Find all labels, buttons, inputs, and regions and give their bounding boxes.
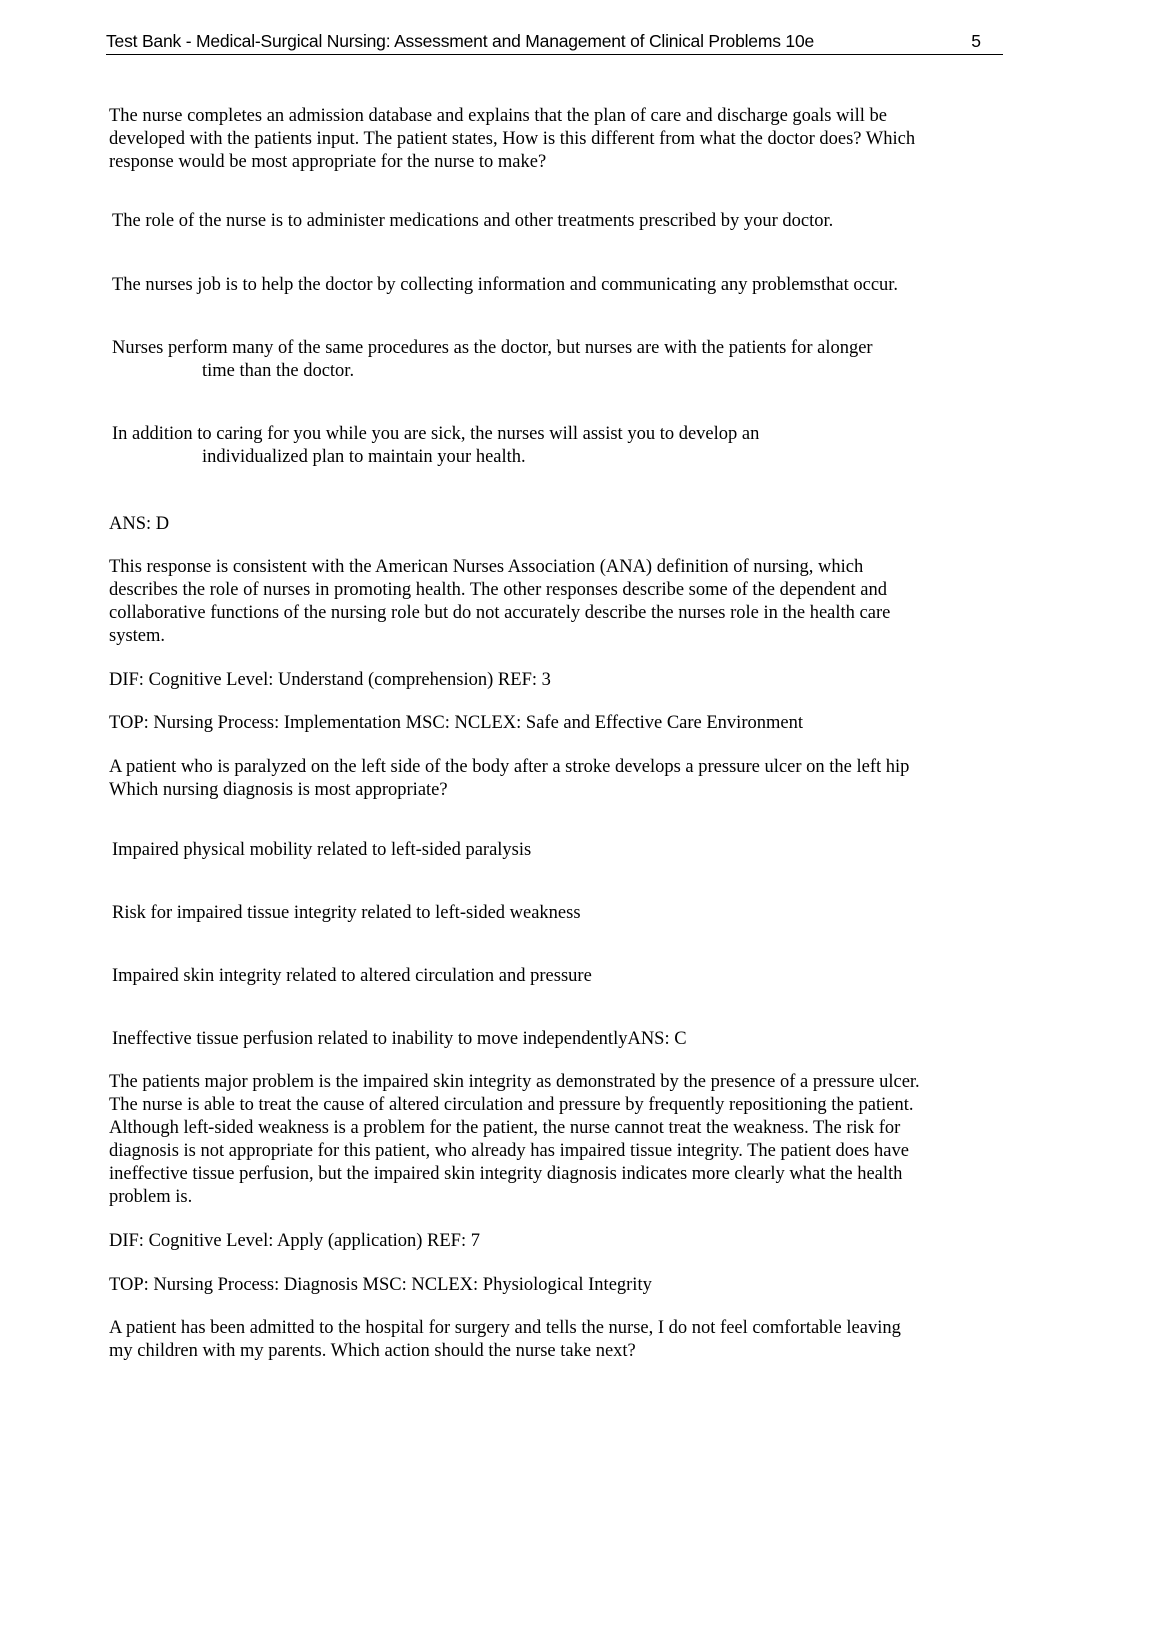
q1-top: TOP: Nursing Process: Implementation MSC: NCLEX: Safe and Effective Care Environment — [109, 713, 803, 733]
text-line: collaborative functions of the nursing role but do not accurately describe the nurses role in the health care — [109, 603, 891, 623]
text-line: The patients major problem is the impaired skin integrity as demonstrated by the presence of a pressure ulcer. — [109, 1072, 920, 1092]
q2-option-a: Impaired physical mobility related to left-sided paralysis — [112, 840, 532, 860]
q2-dif: DIF: Cognitive Level: Apply (application) REF: 7 — [109, 1231, 480, 1251]
text-line: Nurses perform many of the same procedures as the doctor, but nurses are with the patients for alonger — [112, 338, 873, 358]
text-line: problem is. — [109, 1187, 193, 1207]
q2-stem — [109, 756, 909, 802]
q1-option-b — [112, 274, 898, 297]
text-line: The nurse is able to treat the cause of altered circulation and pressure by frequently repositioning the patient. — [109, 1095, 914, 1115]
text-line: system. — [109, 626, 166, 646]
text-line: response would be most appropriate for the nurse to make? — [109, 152, 547, 172]
text-line: my children with my parents. Which action should the nurse take next? — [109, 1341, 636, 1361]
text-line: ineffective tissue perfusion, but the impaired skin integrity diagnosis indicates more clearly what the health — [109, 1164, 903, 1184]
q2-top: TOP: Nursing Process: Diagnosis MSC: NCLEX: Physiological Integrity — [109, 1275, 652, 1295]
q1-option-c — [112, 337, 873, 383]
text-line: developed with the patients input. The patient states, How is this different from what the doctor does? Which — [109, 129, 916, 149]
text-line: A patient has been admitted to the hospital for surgery and tells the nurse, I do not feel comfortable leaving — [109, 1318, 901, 1338]
q2-option-b: Risk for impaired tissue integrity related to left-sided weakness — [112, 903, 581, 923]
q2-rationale — [109, 1071, 920, 1209]
text-line: A patient who is paralyzed on the left side of the body after a stroke develops a pressure ulcer on the left hip — [109, 757, 910, 777]
text-line: The nurses job is to help the doctor by collecting information and communicating any problemsthat occur. — [112, 275, 899, 295]
q1-stem — [109, 105, 915, 174]
page-number: 5 — [971, 31, 981, 51]
text-line: The role of the nurse is to administer medications and other treatments prescribed by your doctor. — [112, 211, 834, 231]
header-title: Test Bank - Medical-Surgical Nursing: Assessment and Management of Clinical Problems 10e — [106, 31, 815, 51]
text-line: describes the role of nurses in promoting health. The other responses describe some of the dependent and — [109, 580, 887, 600]
q3-stem — [109, 1317, 901, 1363]
q2-option-c: Impaired skin integrity related to altered circulation and pressure — [112, 966, 592, 986]
text-line: The nurse completes an admission database and explains that the plan of care and discharge goals will be — [109, 106, 887, 126]
text-line: diagnosis is not appropriate for this patient, who already has impaired tissue integrity. The patient does have — [109, 1141, 909, 1161]
q2-option-d: Ineffective tissue perfusion related to inability to move independentlyANS: C — [112, 1029, 687, 1049]
text-line: In addition to caring for you while you are sick, the nurses will assist you to develop an — [112, 424, 760, 444]
text-line: Which nursing diagnosis is most appropriate? — [109, 780, 448, 800]
q1-option-d — [112, 423, 759, 469]
q1-option-a — [112, 210, 833, 233]
q1-rationale — [109, 556, 890, 648]
text-line: individualized plan to maintain your health. — [202, 447, 526, 467]
page-header — [106, 30, 1003, 55]
text-line: Although left-sided weakness is a problem for the patient, the nurse cannot treat the weakness. The risk for — [109, 1118, 901, 1138]
text-line: time than the doctor. — [202, 361, 355, 381]
q1-answer: ANS: D — [109, 514, 170, 534]
q1-dif: DIF: Cognitive Level: Understand (comprehension) REF: 3 — [109, 670, 551, 690]
text-line: This response is consistent with the American Nurses Association (ANA) definition of nursing, which — [109, 557, 864, 577]
